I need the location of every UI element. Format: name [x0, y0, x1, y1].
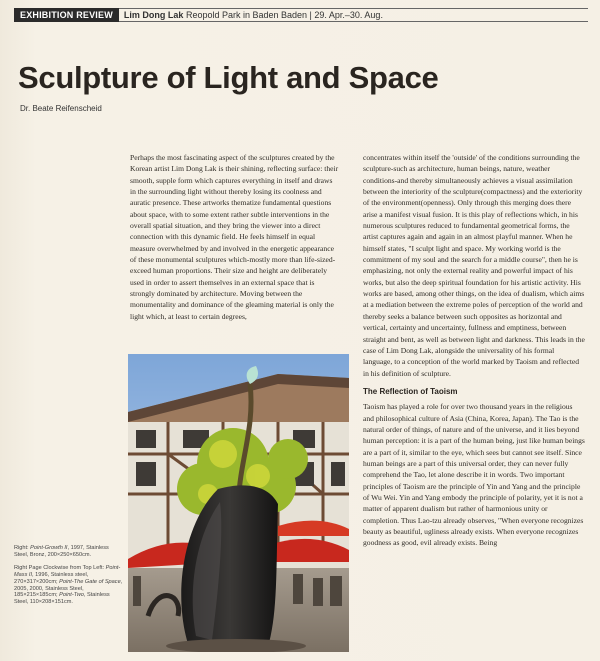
caption-right: Right: Point-Growth II, 1997, Stainless Steel, Bronz, 200×250×650cm. — [14, 545, 109, 558]
artist-name: Lim Dong Lak — [123, 10, 184, 20]
text-column-2 — [363, 152, 585, 549]
author-byline: Dr. Beate Reifenscheid — [20, 104, 102, 113]
caption-right-page: Right Page Clockwise from Top Left: Point-Mass II, 1996, Stainless steel, 270×317×200cm; Point-The Gate of Space, 2005, 2000, Stainless Steel, 185×215×185cm; Point-Two, Stainless Steel, 110×208×151cm. — [14, 564, 123, 606]
header-strip — [14, 8, 588, 22]
exhibition-info — [119, 8, 588, 22]
sculpture-photo-image — [128, 354, 349, 652]
body-paragraph: concentrates within itself the 'outside' of the conditions surrounding the sculpture-such as architecture, human beings, nature, weather conditions-and thereby simultaneously achieves a visual assimilation between the interiority of the sculpture(compactness) and the exteriority of the environment(openness). Only through this merging does there arise a manifest visual fusion. It is this play of reflections which, in his numerous sculptures reduced to fundamental geometrical forms, the artist captures again and again in an almost playful manner. When he himself states, "I sculpt light and space. My working world is the commitment of my soul and the search for a middle course", then he is emphasizing, not only the external reality and powerful impact of his works, but also the deep spiritual foundation for his artistic activity. His works are based, among other things, on the idea of dualism, which aims at a mediation between the extreme poles of perception of the world and thereby seeks a balance between such opposites as horizontal and vertical, certainty and uncertainty, fullness and emptiness, between straight and bent, as well as between light and darkness. This leads in the case of Lim Dong Lak, alongside the universality of his formal language, to a conception of the world marked by Taoism and reflected in his definition of sculpture. — [363, 153, 585, 378]
article-title: Sculpture of Light and Space — [18, 60, 439, 95]
body-paragraph: Taoism has played a role for over two thousand years in the religious and philosophical culture of Asia (China, Korea, Japan). The Tao is the natural order of things, of nature and of the universe, and it lies beyond human perception: it is a part of the human being, just like human beings are a part of it, similar to the eye, which sees but cannot see itself. Since human beings are a part of this universal order, they can never fully comprehend the Tao, let alone describe it in words. Two important principles of Taoism are the principle of Yin and Yang and the principle of Wu Wei. Yin and Yang embody the principle of polarity, yet it is not a matter of apparent dualism but rather of harmonious unity or completion. Thus Lao-tzu already observes, "When everyone recognizes beauty as beautiful, ugliness already exists. When everyone recognizes goodness as good, evil already exists. Being — [363, 402, 585, 548]
venue-dates: Reopold Park in Baden Baden | 29. Apr.–30. Aug. — [185, 10, 383, 20]
subheading: The Reflection of Taoism — [363, 386, 458, 396]
body-paragraph: Perhaps the most fascinating aspect of the sculptures created by the Korean artist Lim Dong Lak is their shining, reflecting surface: their smooth, supple form which captures everything in itself and draws in the surrounding light without thereby losing its coolness and auratic presence. These artworks thematize fundamental questions about space, with to some extent rather subtle interventions in the overall spatial situation, and they bring the viewer into a direct connection with this dynamic field. He feels himself in equal measure overwhelmed by and involved in the energetic appearance of these monumental sculptures which-mostly more than life-sized-exceed human proportions. Their size and height are deliberately used in order to assert themselves in an external space that is strongly dominated by architecture. Moving between the monumentality and dominance of the gleaming material is only the light which, at least to certain degrees, — [130, 153, 339, 321]
section-tag: EXHIBITION REVIEW — [14, 8, 119, 22]
sculpture-photo — [128, 354, 349, 652]
text-column-1 — [130, 152, 340, 322]
image-captions — [14, 545, 124, 612]
